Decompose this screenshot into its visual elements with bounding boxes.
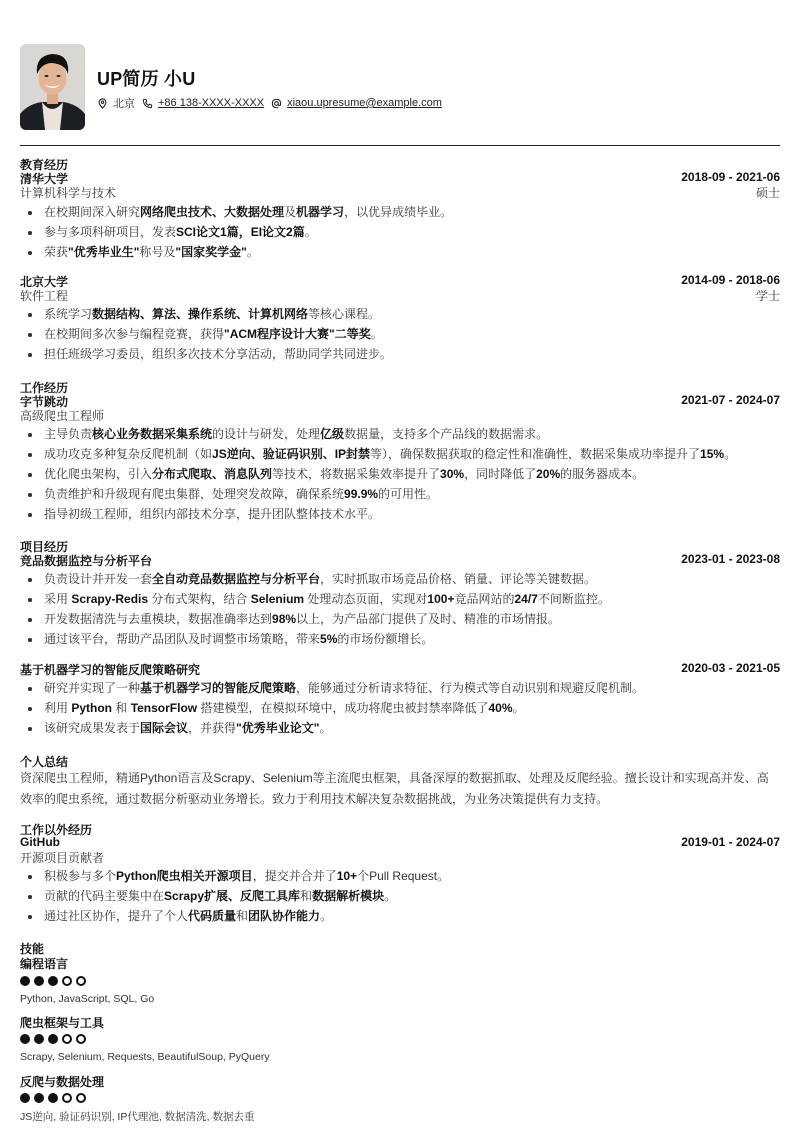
location-text: 北京 (113, 98, 135, 110)
list-item: 通过社区协作，提升了个人代码质量和团队协作能力。 (20, 906, 780, 926)
section-title-summary: 个人总结 (20, 755, 69, 769)
filled-dot-icon (34, 1034, 44, 1044)
email-item (271, 97, 442, 109)
project-name: 竞品数据监控与分析平台 (20, 554, 153, 568)
skill-name: 编程语言 (20, 957, 69, 971)
org-name: GitHub (20, 835, 60, 849)
date-range: 2023-01 - 2023-08 (681, 552, 780, 566)
filled-dot-icon (20, 1093, 30, 1103)
list-item: 荣获"优秀毕业生"称号及"国家奖学金"。 (20, 242, 780, 262)
other-entry-header (20, 835, 780, 849)
list-item: 通过该平台，帮助产品团队及时调整市场策略，带来5%的市场份额增长。 (20, 629, 780, 649)
list-item: 指导初级工程师，组织内部技术分享，提升团队整体技术水平。 (20, 504, 780, 524)
skill-desc: JS逆向, 验证码识别, IP代理池, 数据清洗, 数据去重 (20, 1111, 255, 1123)
bullet-list (20, 202, 780, 262)
filled-dot-icon (48, 976, 58, 986)
profile-photo (20, 44, 85, 130)
list-item: 主导负责核心业务数据采集系统的设计与研发，处理亿级数据量，支持多个产品线的数据需求。 (20, 424, 780, 444)
contributor-role: 开源项目贡献者 (20, 851, 105, 865)
list-item: 负责设计并开发一套全自动竞品数据监控与分析平台，实时抓取市场竞品价格、销量、评论等关键数据。 (20, 569, 780, 589)
list-item: 负责维护和升级现有爬虫集群，处理突发故障，确保系统99.9%的可用性。 (20, 484, 780, 504)
skill-desc: Scrapy, Selenium, Requests, BeautifulSoup, PyQuery (20, 1051, 270, 1063)
filled-dot-icon (34, 976, 44, 986)
bullet-list (20, 678, 780, 738)
section-title-education: 教育经历 (20, 158, 69, 172)
work-entry-header (20, 393, 780, 407)
phone-icon (142, 98, 153, 109)
header-divider (20, 145, 780, 146)
date-range: 2014-09 - 2018-06 (681, 273, 780, 287)
skill-level-dots (20, 976, 90, 986)
empty-dot-icon (62, 1093, 72, 1103)
section-title-projects: 项目经历 (20, 540, 69, 554)
skill-level-dots (20, 1034, 90, 1044)
education-entry-2-header (20, 273, 780, 287)
filled-dot-icon (20, 1034, 30, 1044)
degree: 硕士 (755, 186, 780, 200)
map-pin-icon (97, 98, 108, 109)
section-title-skills: 技能 (20, 942, 45, 956)
date-range: 2020-03 - 2021-05 (681, 661, 780, 675)
degree: 学士 (755, 289, 780, 303)
phone-link[interactable]: +86 138-XXXX-XXXX (158, 97, 265, 109)
list-item: 担任班级学习委员，组织多次技术分享活动，帮助同学共同进步。 (20, 344, 780, 364)
empty-dot-icon (76, 1093, 86, 1103)
project-name: 基于机器学习的智能反爬策略研究 (20, 663, 201, 677)
list-item: 该研究成果发表于国际会议，并获得"优秀毕业论文"。 (20, 718, 780, 738)
candidate-name: UP简历 小U (97, 69, 196, 89)
list-item: 积极参与多个Python爬虫相关开源项目，提交并合并了10+个Pull Request。 (20, 866, 780, 886)
contact-info (97, 95, 449, 111)
list-item: 贡献的代码主要集中在Scrapy扩展、反爬工具库和数据解析模块。 (20, 886, 780, 906)
skill-name: 反爬与数据处理 (20, 1075, 105, 1089)
empty-dot-icon (76, 1034, 86, 1044)
resume-header (20, 44, 780, 130)
skill-name: 爬虫框架与工具 (20, 1016, 105, 1030)
summary-text: 资深爬虫工程师，精通Python语言及Scrapy、Selenium等主流爬虫框架，具备深厚的数据抓取、处理及反爬经验。擅长设计和实现高并发、高效率的爬虫系统，通过数据分析驱动业务增长。致力于利用技术解决复杂数据挑战，为业务决策提供有力支持。 (20, 771, 769, 806)
location-item (97, 95, 135, 111)
major: 计算机科学与技术 (20, 186, 117, 200)
job-role: 高级爬虫工程师 (20, 409, 105, 423)
list-item: 开发数据清洗与去重模块，数据准确率达到98%以上，为产品部门提供了及时、精准的市场情报。 (20, 609, 780, 629)
phone-item (142, 97, 264, 109)
date-range: 2019-01 - 2024-07 (681, 835, 780, 849)
empty-dot-icon (62, 976, 72, 986)
major: 软件工程 (20, 289, 69, 303)
skill-desc: Python, JavaScript, SQL, Go (20, 993, 155, 1005)
section-title-other: 工作以外经历 (20, 823, 93, 837)
school-name: 清华大学 (20, 172, 69, 186)
bullet-list (20, 304, 780, 364)
list-item: 研究并实现了一种基于机器学习的智能反爬策略，能够通过分析请求特征、行为模式等自动识别和规避反爬机制。 (20, 678, 780, 698)
list-item: 在校期间深入研究网络爬虫技术、大数据处理及机器学习，以优异成绩毕业。 (20, 202, 780, 222)
list-item: 在校期间多次参与编程竞赛，获得"ACM程序设计大赛"二等奖。 (20, 324, 780, 344)
at-sign-icon (271, 98, 282, 109)
filled-dot-icon (34, 1093, 44, 1103)
filled-dot-icon (48, 1093, 58, 1103)
empty-dot-icon (62, 1034, 72, 1044)
list-item: 优化爬虫架构，引入分布式爬取、消息队列等技术，将数据采集效率提升了30%，同时降低了20%的服务器成本。 (20, 464, 780, 484)
bullet-list (20, 866, 780, 926)
list-item: 利用 Python 和 TensorFlow 搭建模型，在模拟环境中，成功将爬虫被封禁率降低了40%。 (20, 698, 780, 718)
filled-dot-icon (48, 1034, 58, 1044)
skill-level-dots (20, 1093, 90, 1103)
bullet-list (20, 569, 780, 649)
list-item: 参与多项科研项目，发表SCI论文1篇，EI论文2篇。 (20, 222, 780, 242)
list-item: 成功攻克多种复杂反爬机制（如JS逆向、验证码识别、IP封禁等），确保数据获取的稳定性和准确性，数据采集成功率提升了15%。 (20, 444, 780, 464)
filled-dot-icon (20, 976, 30, 986)
bullet-list (20, 424, 780, 524)
date-range: 2021-07 - 2024-07 (681, 393, 780, 407)
project-entry-1-header (20, 552, 780, 566)
section-title-work: 工作经历 (20, 381, 69, 395)
email-link[interactable]: xiaou.upresume@example.com (287, 97, 442, 109)
empty-dot-icon (76, 976, 86, 986)
list-item: 采用 Scrapy-Redis 分布式架构，结合 Selenium 处理动态页面，实现对100+竞品网站的24/7不间断监控。 (20, 589, 780, 609)
company-name: 字节跳动 (20, 395, 69, 409)
list-item: 系统学习数据结构、算法、操作系统、计算机网络等核心课程。 (20, 304, 780, 324)
date-range: 2018-09 - 2021-06 (681, 170, 780, 184)
project-entry-2-header (20, 661, 780, 675)
education-entry-1-header (20, 170, 780, 184)
school-name: 北京大学 (20, 275, 69, 289)
